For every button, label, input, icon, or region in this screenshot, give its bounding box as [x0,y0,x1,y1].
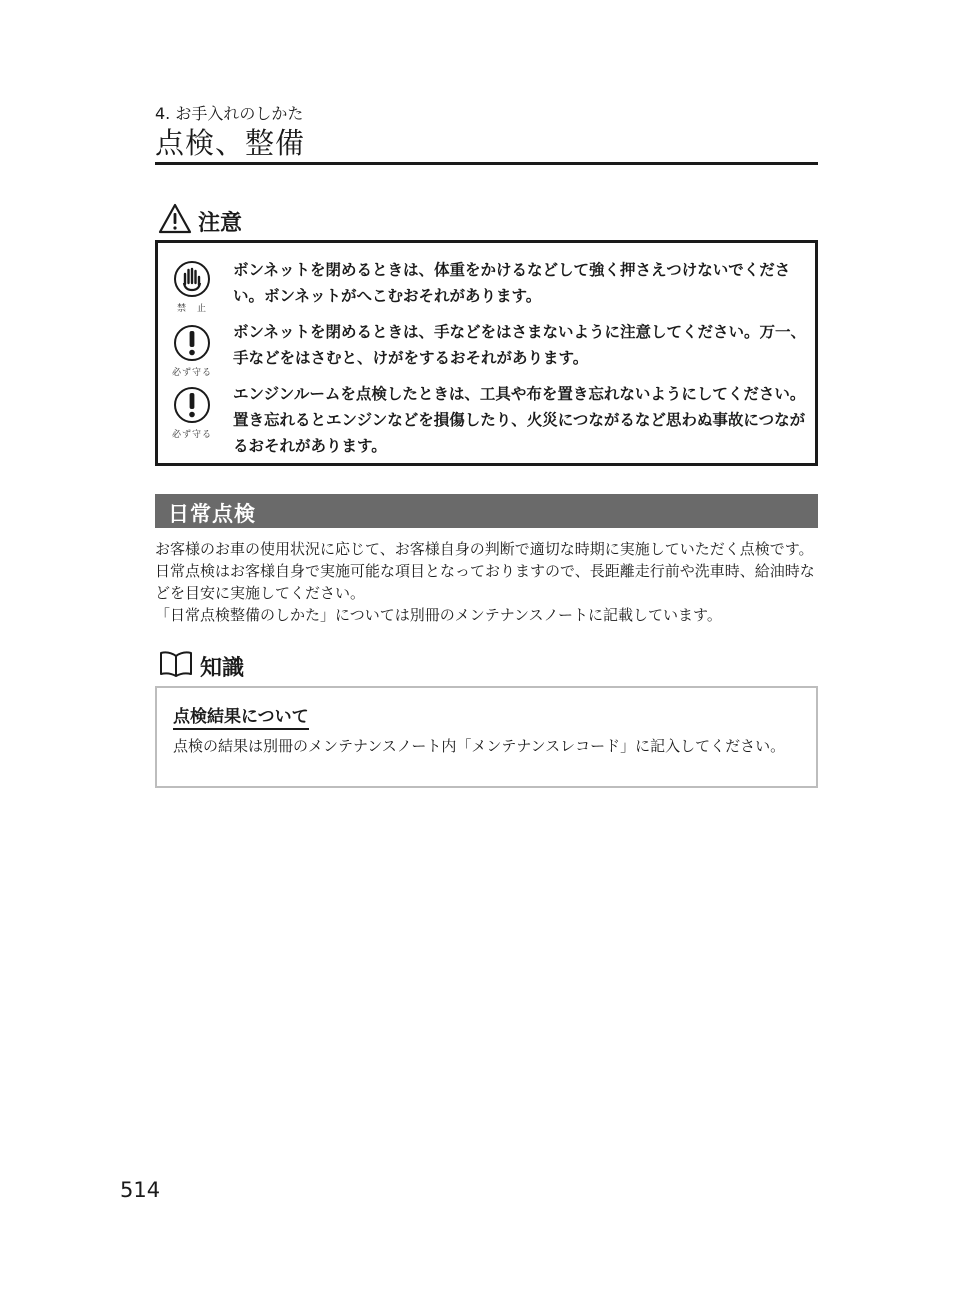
page-title: 点検、整備 [155,126,306,160]
caution-text: ボンネットを閉めるときは、体重をかけるなどして強く押さえつけないでください。ボンネットがへこむおそれがあります。 [233,261,791,305]
body-paragraph: 日常点検はお客様自身で実施可能な項目となっておりますので、長距離走行前や洗車時、給油時などを目安に実施してください。 [155,562,815,602]
open-book-icon [158,649,194,683]
body-paragraph: 「日常点検整備のしかた」については別冊のメンテナンスノートに記載しています。 [155,606,722,624]
icon-caption: 必ず守る [171,368,212,378]
mandatory-exclamation-icon [168,323,216,378]
caution-heading [158,203,242,239]
section-body [155,538,820,626]
note-heading [158,648,244,684]
caution-box [155,240,818,466]
note-title: 点検結果について [173,706,309,730]
body-paragraph: お客様のお車の使用状況に応じて、お客様自身の判断で適切な時期に実施していただく点検です。 [155,540,814,558]
title-divider [155,162,818,165]
section-heading-bar [155,494,818,528]
note-box [155,686,818,788]
icon-caption: 必ず守る [171,430,212,440]
prohibited-hand-icon [168,259,216,314]
caution-heading-label: 注意 [198,210,243,236]
warning-triangle-icon [158,203,192,239]
page-number: 514 [120,1178,161,1202]
icon-caption: 禁 止 [176,304,207,314]
caution-text: ボンネットを閉めるときは、手などをはさまないように注意してください。万一、手などをはさむと、けがをするおそれがあります。 [233,323,807,367]
section-title: 日常点検 [168,502,256,526]
note-heading-label: 知識 [200,655,245,681]
breadcrumb: 4. お手入れのしかた [155,104,304,123]
mandatory-exclamation-icon [168,385,216,440]
caution-text: エンジンルームを点検したときは、工具や布を置き忘れないようにしてください。置き忘れるとエンジンなどを損傷したり、火災につながるなど思わぬ事故につながるおそれがあります。 [233,385,806,455]
note-text: 点検の結果は別冊のメンテナンスノート内「メンテナンスレコード」に記入してください。 [173,737,786,755]
